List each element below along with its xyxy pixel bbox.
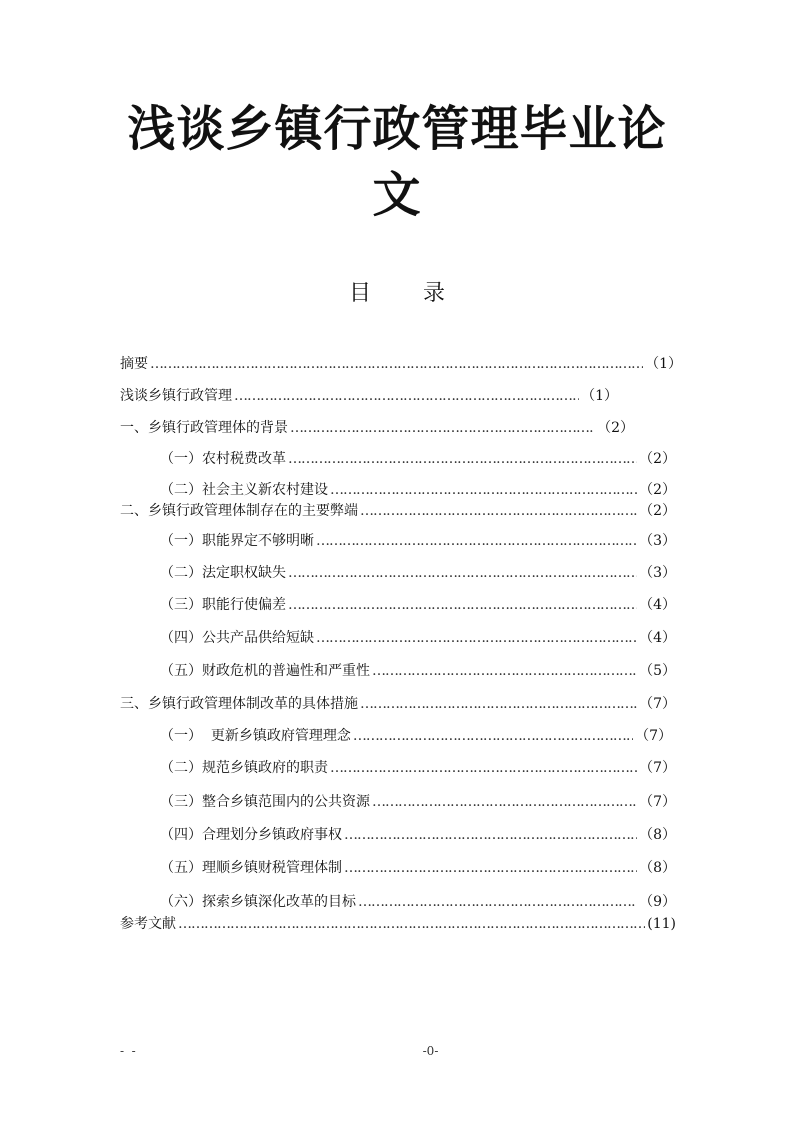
toc-entry-page: （7）	[635, 728, 672, 744]
toc-entry-section-1-1[interactable]	[160, 450, 676, 468]
toc-entry-section-2-4[interactable]	[160, 629, 676, 647]
toc-entry-label: 三、乡镇行政管理体制改革的具体措施	[120, 696, 358, 712]
document-title-line-2: 文	[372, 167, 422, 223]
toc-entry-page: （8）	[639, 827, 676, 843]
toc-entry-label: 浅谈乡镇行政管理	[120, 388, 232, 404]
toc-entry-section-1-2[interactable]	[160, 481, 676, 499]
toc-entry-section-3-6[interactable]	[160, 893, 676, 911]
toc-leader-dots	[290, 419, 595, 437]
toc-leader-dots	[344, 859, 637, 877]
toc-entry-page: （2）	[597, 420, 634, 436]
toc-entry-page: （8）	[639, 860, 676, 876]
toc-entry-section-1[interactable]	[120, 419, 634, 437]
toc-entry-page: （2）	[639, 451, 676, 467]
toc-entry-label: （二）规范乡镇政府的职责	[160, 760, 328, 776]
toc-leader-dots	[360, 695, 637, 713]
toc-leader-dots	[150, 355, 643, 373]
toc-leader-dots	[316, 532, 637, 550]
page-number: -0-	[422, 1044, 439, 1058]
toc-entry-label: （一）职能界定不够明晰	[160, 533, 314, 549]
toc-entry-label: 二、乡镇行政管理体制存在的主要弊端	[120, 503, 358, 519]
toc-entry-page: （4）	[639, 630, 676, 646]
toc-entry-page: （3）	[639, 533, 676, 549]
toc-entry-label: （六）探索乡镇深化改革的目标	[160, 894, 356, 910]
toc-leader-dots	[330, 481, 637, 499]
toc-entry-page: （9）	[639, 894, 676, 910]
toc-entry-section-3-4[interactable]	[160, 826, 676, 844]
toc-heading-char-2: 录	[423, 281, 446, 306]
toc-leader-dots	[316, 629, 637, 647]
toc-heading-char-1: 目	[348, 281, 371, 306]
toc-entry-page: （7）	[639, 696, 676, 712]
toc-entry-section-2-3[interactable]	[160, 596, 676, 614]
toc-entry-page: （7）	[639, 794, 676, 810]
document-title-line-1: 浅谈乡镇行政管理毕业论	[127, 101, 667, 157]
toc-entry-section-3-1[interactable]	[160, 727, 672, 745]
toc-entry-page: （1）	[645, 356, 682, 372]
toc-leader-dots	[288, 450, 637, 468]
toc-entry-label: （五）理顺乡镇财税管理体制	[160, 860, 342, 876]
toc-entry-section-3-2[interactable]	[160, 759, 676, 777]
toc-entry-label: （四）公共产品供给短缺	[160, 630, 314, 646]
toc-entry-page: （4）	[639, 597, 676, 613]
toc-heading	[0, 280, 794, 308]
toc-leader-dots	[288, 596, 637, 614]
toc-entry-page: (11)	[647, 916, 676, 932]
toc-leader-dots	[358, 893, 637, 911]
toc-entry-section-2-1[interactable]	[160, 532, 676, 550]
footer-left-mark: - -	[120, 1044, 136, 1058]
document-title	[100, 96, 694, 228]
toc-leader-dots	[178, 915, 645, 933]
toc-entry-label: （二）社会主义新农村建设	[160, 482, 328, 498]
toc-entry-page: （1）	[581, 388, 618, 404]
toc-entry-page: （2）	[639, 482, 676, 498]
toc-entry-abstract[interactable]	[120, 355, 682, 373]
toc-entry-label: （四）合理划分乡镇政府事权	[160, 827, 342, 843]
toc-entry-label: （二）法定职权缺失	[160, 565, 286, 581]
toc-entry-page: （3）	[639, 565, 676, 581]
toc-entry-label: 参考文献	[120, 916, 176, 932]
toc-entry-label: 摘要	[120, 356, 148, 372]
toc-leader-dots	[288, 564, 637, 582]
toc-leader-dots	[372, 793, 637, 811]
toc-leader-dots	[353, 727, 633, 745]
toc-entry-section-3-3[interactable]	[160, 793, 676, 811]
toc-entry-references[interactable]	[120, 915, 676, 933]
toc-entry-label: 一、乡镇行政管理体的背景	[120, 420, 288, 436]
toc-entry-section-2-2[interactable]	[160, 564, 676, 582]
toc-entry-section-2[interactable]	[120, 502, 676, 520]
toc-entry-page: （7）	[639, 760, 676, 776]
toc-entry-label: （三）整合乡镇范围内的公共资源	[160, 794, 370, 810]
toc-entry-section-3[interactable]	[120, 695, 676, 713]
toc-entry-page: （5）	[639, 663, 676, 679]
toc-entry-section-3-5[interactable]	[160, 859, 676, 877]
toc-entry-section-2-5[interactable]	[160, 662, 676, 680]
toc-entry-label: （一）农村税费改革	[160, 451, 286, 467]
toc-entry-intro[interactable]	[120, 387, 618, 405]
toc-entry-label: （一） 更新乡镇政府管理理念	[160, 728, 351, 744]
toc-leader-dots	[360, 502, 637, 520]
toc-entry-label: （三）职能行使偏差	[160, 597, 286, 613]
toc-leader-dots	[344, 826, 637, 844]
toc-entry-page: （2）	[639, 503, 676, 519]
toc-leader-dots	[372, 662, 637, 680]
toc-leader-dots	[234, 387, 579, 405]
toc-leader-dots	[330, 759, 637, 777]
toc-entry-label: （五）财政危机的普遍性和严重性	[160, 663, 370, 679]
